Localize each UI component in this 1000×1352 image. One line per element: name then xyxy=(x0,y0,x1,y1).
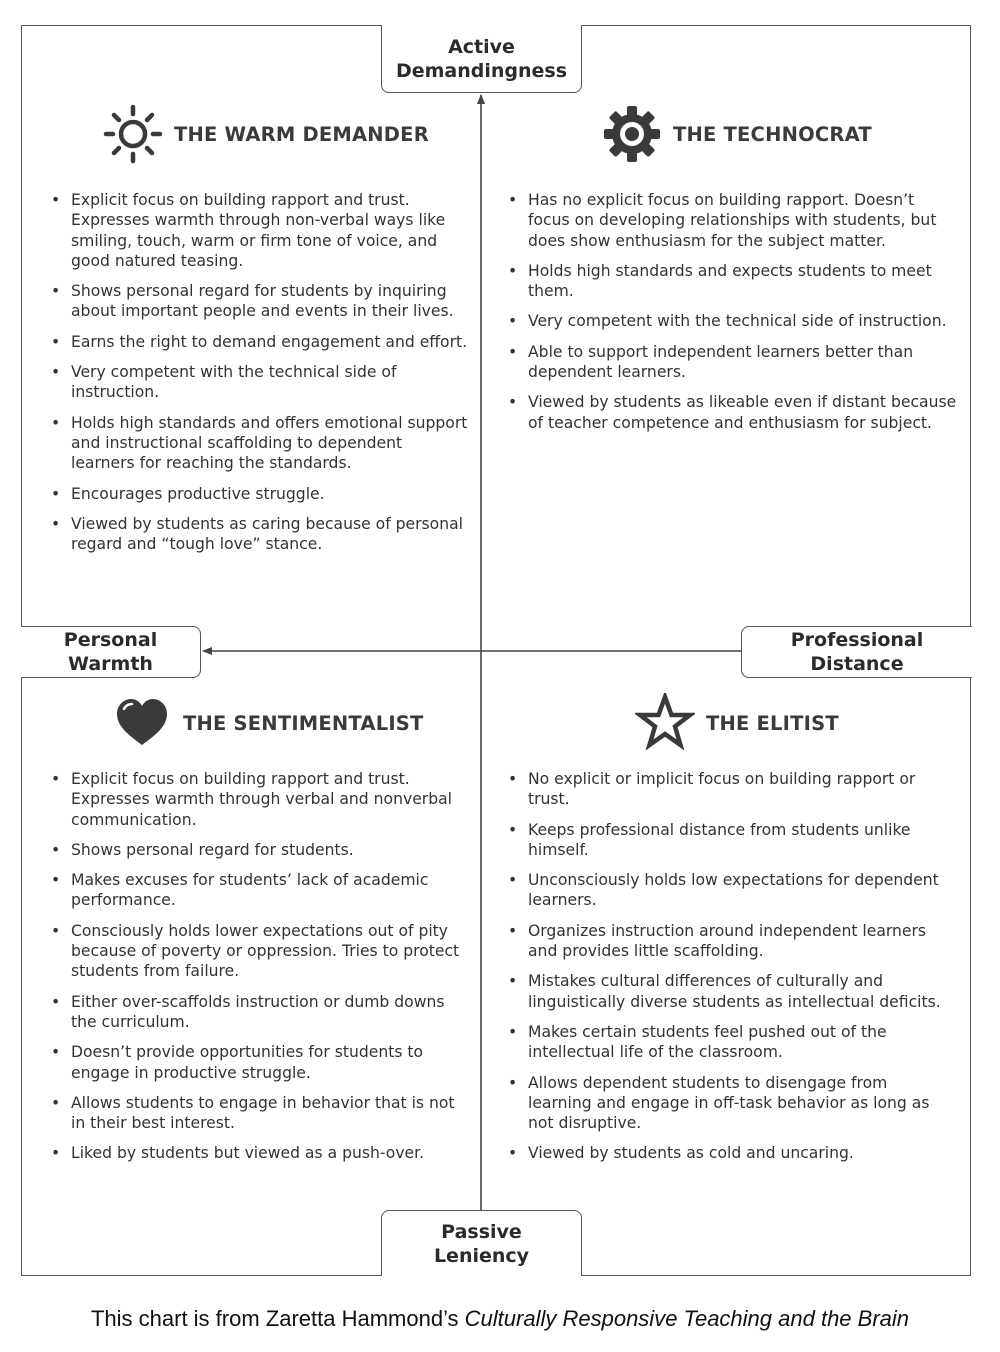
list-item: • Has no explicit focus on building rapport. Doesn’t focus on developing relationships with students, but does show enthusiasm for the subject matter. xyxy=(507,190,957,251)
quadrant-technocrat xyxy=(507,103,957,443)
list-item: • Doesn’t provide opportunities for students to engage in productive struggle. xyxy=(50,1042,470,1083)
list-item: • Consciously holds lower expectations out of pity because of poverty or oppression. Tries to protect students from failure. xyxy=(50,921,470,982)
list-item: • Holds high standards and expects students to meet them. xyxy=(507,261,957,302)
axis-label-professional-distance: Professional Distance xyxy=(741,626,972,678)
quadrant-header xyxy=(111,692,470,754)
bullet-list xyxy=(507,190,957,433)
list-item: • Mistakes cultural differences of culturally and linguistically diverse students as intellectual deficits. xyxy=(507,971,947,1012)
axis-label-active-demandingness xyxy=(381,25,582,93)
quadrant-title: THE ELITIST xyxy=(706,711,839,735)
list-item: • Either over-scaffolds instruction or dumb downs the curriculum. xyxy=(50,992,470,1033)
axis-label-personal-warmth: Personal Warmth xyxy=(21,626,201,678)
list-item: • Very competent with the technical side of instruction. xyxy=(50,362,470,403)
bullet-list xyxy=(50,190,470,554)
list-item: • No explicit or implicit focus on building rapport or trust. xyxy=(507,769,947,810)
sun-icon xyxy=(102,103,164,165)
bullet-list xyxy=(50,769,470,1164)
list-item: • Explicit focus on building rapport and trust. Expresses warmth through verbal and nonverbal communication. xyxy=(50,769,470,830)
list-item: • Explicit focus on building rapport and trust. Expresses warmth through non-verbal ways like smiling, touch, warm or firm tone of voice, and good natured teasing. xyxy=(50,190,470,271)
quadrant-header xyxy=(634,692,947,754)
list-item: • Viewed by students as caring because of personal regard and “tough love” stance. xyxy=(50,514,470,555)
list-item: • Allows dependent students to disengage from learning and engage in off-task behavior as long as not disruptive. xyxy=(507,1073,947,1134)
axis-top-line-1: Active xyxy=(448,35,515,58)
list-item: • Makes certain students feel pushed out of the intellectual life of the classroom. xyxy=(507,1022,947,1063)
source-caption xyxy=(0,1306,1000,1332)
heart-icon xyxy=(111,692,173,754)
list-item: • Able to support independent learners better than dependent learners. xyxy=(507,342,957,383)
star-icon xyxy=(634,692,696,754)
quadrant-elitist xyxy=(507,692,947,1174)
list-item: • Viewed by students as likeable even if distant because of teacher competence and enthusiasm for subject. xyxy=(507,392,957,433)
gear-icon xyxy=(601,103,663,165)
quadrant-sentimentalist xyxy=(50,692,470,1174)
list-item: • Allows students to engage in behavior that is not in their best interest. xyxy=(50,1093,470,1134)
list-item: • Unconsciously holds low expectations for dependent learners. xyxy=(507,870,947,911)
list-item: • Organizes instruction around independent learners and provides little scaffolding. xyxy=(507,921,947,962)
quadrant-title: THE WARM DEMANDER xyxy=(174,122,429,146)
quadrant-warm-demander xyxy=(50,103,470,564)
axis-bottom-line-2: Leniency xyxy=(433,1244,530,1267)
bullet-list xyxy=(507,769,947,1164)
list-item: • Earns the right to demand engagement and effort. xyxy=(50,332,470,352)
list-item: • Encourages productive struggle. xyxy=(50,484,470,504)
list-item: • Makes excuses for students’ lack of academic performance. xyxy=(50,870,470,911)
list-item: • Shows personal regard for students by inquiring about important people and events in their lives. xyxy=(50,281,470,322)
list-item: • Viewed by students as cold and uncaring. xyxy=(507,1143,947,1163)
list-item: • Liked by students but viewed as a push-over. xyxy=(50,1143,470,1163)
quadrant-header xyxy=(601,103,957,165)
axis-label-passive-leniency xyxy=(381,1210,582,1276)
axis-top-line-2: Demandingness xyxy=(395,59,568,82)
list-item: • Shows personal regard for students. xyxy=(50,840,470,860)
quadrant-header xyxy=(102,103,470,165)
axis-bottom-line-1: Passive xyxy=(441,1220,522,1243)
quadrant-title: THE TECHNOCRAT xyxy=(673,122,872,146)
quadrant-title: THE SENTIMENTALIST xyxy=(183,711,424,735)
list-item: • Very competent with the technical side of instruction. xyxy=(507,311,957,331)
list-item: • Keeps professional distance from students unlike himself. xyxy=(507,820,947,861)
caption-prefix: This chart is from Zaretta Hammond’s xyxy=(90,1306,465,1331)
list-item: • Holds high standards and offers emotional support and instructional scaffolding to dependent learners for reaching the standards. xyxy=(50,413,470,474)
caption-book-title: Culturally Responsive Teaching and the Brain xyxy=(464,1306,910,1331)
